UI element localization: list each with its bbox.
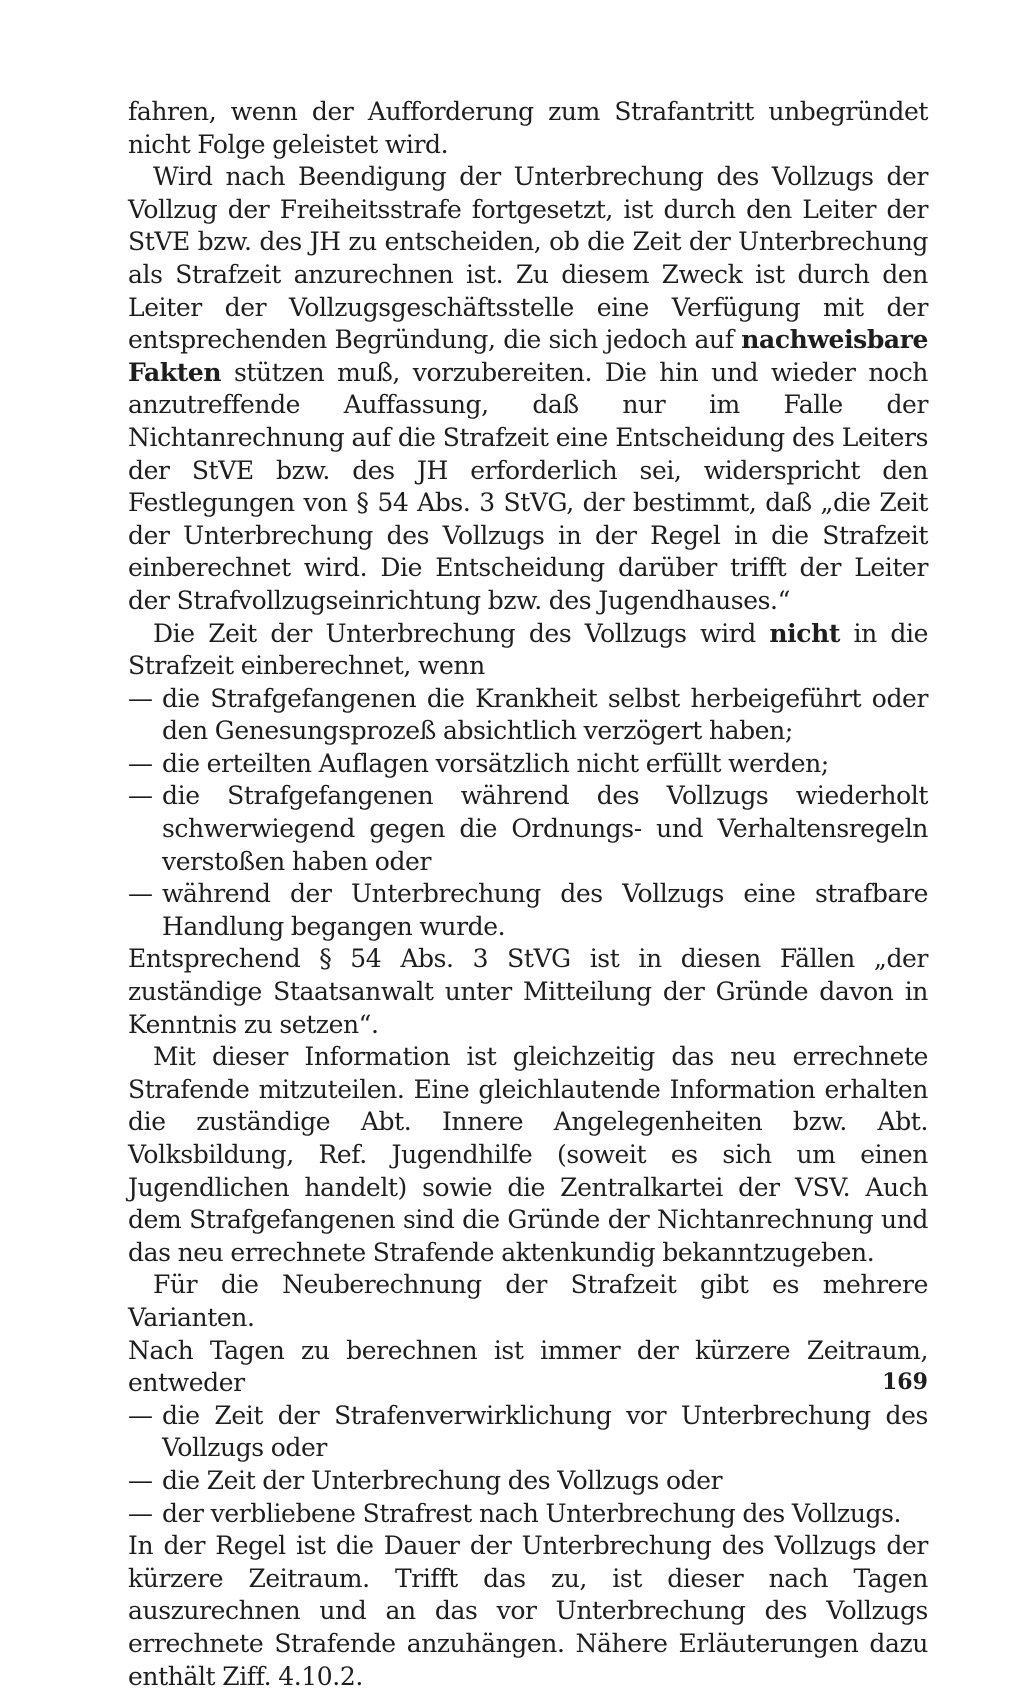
list-item bbox=[128, 748, 928, 781]
dash-bullet: — bbox=[128, 683, 153, 713]
paragraph-nicht-einberechnet bbox=[128, 618, 928, 683]
list-item bbox=[128, 1465, 928, 1498]
paragraph-text: Wird nach Beendigung der Unterbrechung des Vollzugs der Vollzug der Freiheitsstrafe fortgesetzt, ist durch den Leiter der StVE bzw. des JH zu entscheiden, ob die Zeit der Unterbrechung als Strafzeit anzurechnen ist. Zu diesem Zweck ist durch den Leiter der Vollzugsgeschäftsstelle eine Verfügung mit der entsprechenden Begründung, die sich jedoch auf bbox=[128, 162, 928, 355]
dash-bullet: — bbox=[128, 781, 153, 811]
paragraph-regel: In der Regel ist die Dauer der Unterbrechung des Vollzugs der kürzere Zeitraum. Trifft das zu, ist dieser nach Tagen auszurechnen und an das vor Unterbrechung des Vollzugs errechnete Strafende anzuhängen. Nähere Erläuterungen dazu enthält Ziff. 4.10.2. bbox=[128, 1531, 928, 1691]
paragraph-unterbrechung-entscheidung bbox=[128, 161, 928, 617]
paragraph-staatsanwalt: Entsprechend § 54 Abs. 3 StVG ist in diesen Fällen „der zuständige Staatsanwalt unter Mitteilung der Gründe davon in Kenntnis zu setzen“. bbox=[128, 944, 928, 1039]
body-text bbox=[128, 96, 928, 1693]
list-item-text: die Zeit der Strafenverwirklichung vor Unterbrechung des Vollzugs oder bbox=[162, 1400, 928, 1463]
list-item bbox=[128, 878, 928, 943]
emphasis-bold: nicht bbox=[769, 618, 840, 648]
dash-bullet: — bbox=[128, 1465, 153, 1495]
list-item-text: während der Unterbrechung des Vollzugs eine strafbare Handlung begangen wurde. bbox=[162, 879, 928, 941]
dash-bullet: — bbox=[128, 879, 153, 909]
paragraph-text: stützen muß, vorzubereiten. Die hin und wieder noch anzutreffende Auffassung, daß nur im Falle der Nichtanrechnung auf die Strafzeit eine Entscheidung des Leiters der StVE bzw. des JH erforderlich sei, widerspricht den Festlegungen von § 54 Abs. 3 StVG, der bestimmt, daß „die Zeit der Unterbrechung des Vollzugs in der Regel in die Strafzeit einberechnet wird. Die Entscheidung darüber trifft der Leiter der Strafvollzugseinrichtung bzw. des Jugendhauses.“ bbox=[128, 357, 928, 615]
paragraph-information: Mit dieser Information ist gleichzeitig das neu errechnete Strafende mitzuteilen. Eine gleichlautende Information erhalten die zuständige Abt. Innere Angelegenheiten bzw. Abt. Volksbildung, Ref. Jugendhilfe (soweit es sich um einen Jugendlichen handelt) sowie die Zentralkartei der VSV. Auch dem Strafgefangenen sind die Gründe der Nichtanrechnung und das neu errechnete Strafende aktenkundig bekanntzugeben. bbox=[128, 1042, 928, 1267]
paragraph-nach-tagen: Nach Tagen zu berechnen ist immer der kürzere Zeitraum, entweder bbox=[128, 1335, 928, 1398]
dash-bullet: — bbox=[128, 1498, 153, 1528]
variants-list bbox=[128, 1400, 928, 1530]
list-item bbox=[128, 1498, 928, 1531]
dash-bullet: — bbox=[128, 748, 153, 778]
list-item-text: der verbliebene Strafrest nach Unterbrechung des Vollzugs. bbox=[162, 1498, 902, 1528]
list-item-text: die Strafgefangenen während des Vollzugs wiederholt schwerwiegend gegen die Ordnungs- und Verhaltensregeln verstoßen haben oder bbox=[162, 781, 928, 876]
page-number: 169 bbox=[882, 1369, 928, 1395]
dash-bullet: — bbox=[128, 1400, 153, 1430]
paragraph-continuation: fahren, wenn der Aufforderung zum Strafantritt unbegründet nicht Folge geleistet wird. bbox=[128, 97, 928, 159]
paragraph-text: in die Strafzeit einberechnet, wenn bbox=[128, 618, 928, 681]
list-item-text: die Zeit der Unterbrechung des Vollzugs oder bbox=[162, 1465, 723, 1495]
paragraph-varianten: Für die Neuberechnung der Strafzeit gibt es mehrere Varianten. bbox=[128, 1270, 928, 1332]
list-item-text: die Strafgefangenen die Krankheit selbst herbeigeführt oder den Genesungsprozeß absichtlich verzögert haben; bbox=[162, 683, 928, 746]
list-item bbox=[128, 683, 928, 748]
conditions-list bbox=[128, 683, 928, 944]
paragraph-text: Die Zeit der Unterbrechung des Vollzugs wird bbox=[153, 618, 770, 648]
list-item-text: die erteilten Auflagen vorsätzlich nicht erfüllt werden; bbox=[162, 748, 829, 778]
emphasis-bold: nachweisbare Fakten bbox=[128, 325, 928, 387]
list-item bbox=[128, 780, 928, 878]
list-item bbox=[128, 1400, 928, 1465]
